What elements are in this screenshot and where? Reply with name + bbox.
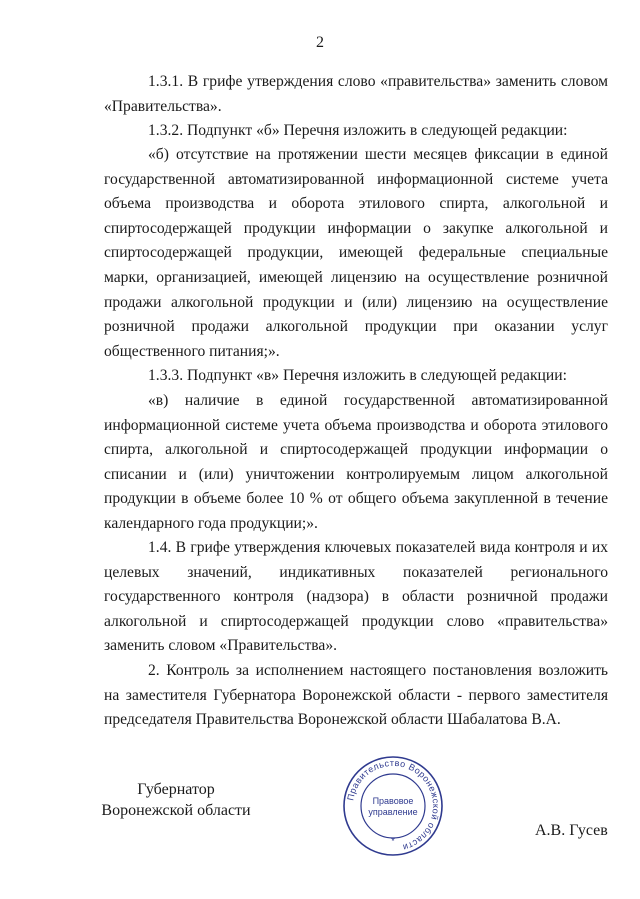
stamp-star-icon: * <box>391 836 395 846</box>
signatory-name: А.В. Гусев <box>535 822 608 839</box>
paragraph-subitem-v: «в) наличие в единой государственной автоматизированной информационной системе учета объема производства и оборота этилового спирта, алкогольной и спиртосодержащей продукции информации о списании и (или) уничтожении контролируемым лицом алкогольной продукции в объеме более 10 % от общего объема закупленной в течение календарного года продукции;». <box>104 392 608 532</box>
paragraph-1-3-3: 1.3.3. Подпункт «в» Перечня изложить в следующей редакции: <box>148 367 567 384</box>
signatory-title-line2: Воронежской области <box>101 802 251 819</box>
signatory-title-line1: Губернатор <box>137 781 215 798</box>
stamp-ring-text: Правительство Воронежской области <box>345 757 442 853</box>
stamp-seal <box>341 754 445 858</box>
stamp-center-line2: управление <box>368 807 418 817</box>
paragraph-2: 2. Контроль за исполнением настоящего постановления возложить на заместителя Губернатора Воронежской области - первого заместителя председателя Правительства Воронежской области Шабалатова В.А. <box>104 662 608 729</box>
paragraph-1-4: 1.4. В грифе утверждения ключевых показателей вида контроля и их целевых значений, индикативных показателей регионального государственного контроля (надзора) в области розничной продажи алкогольной и спиртосодержащей продукции слово «правительства» заменить словом «Правительства». <box>104 539 608 655</box>
paragraph-1-3-1: 1.3.1. В грифе утверждения слово «правительства» заменить словом «Правительства». <box>104 73 608 115</box>
paragraph-1-3-2: 1.3.2. Подпункт «б» Перечня изложить в следующей редакции: <box>148 122 568 139</box>
paragraph-subitem-b: «б) отсутствие на протяжении шести месяцев фиксации в единой государственной автоматизированной информационной системе учета объема производства и оборота этилового спирта, алкогольной и спиртосодержащей продукции информации о закупке алкогольной и спиртосодержащей продукции, имеющей федеральные специальные марки, организацией, имеющей лицензию на осуществление розничной продажи алкогольной продукции и (или) лицензию на осуществление розничной продажи алкогольной продукции при оказании услуг общественного питания;». <box>104 146 608 360</box>
page-number: 2 <box>316 34 324 51</box>
signatory-title <box>86 779 266 821</box>
stamp-center-line1: Правовое <box>372 796 414 806</box>
